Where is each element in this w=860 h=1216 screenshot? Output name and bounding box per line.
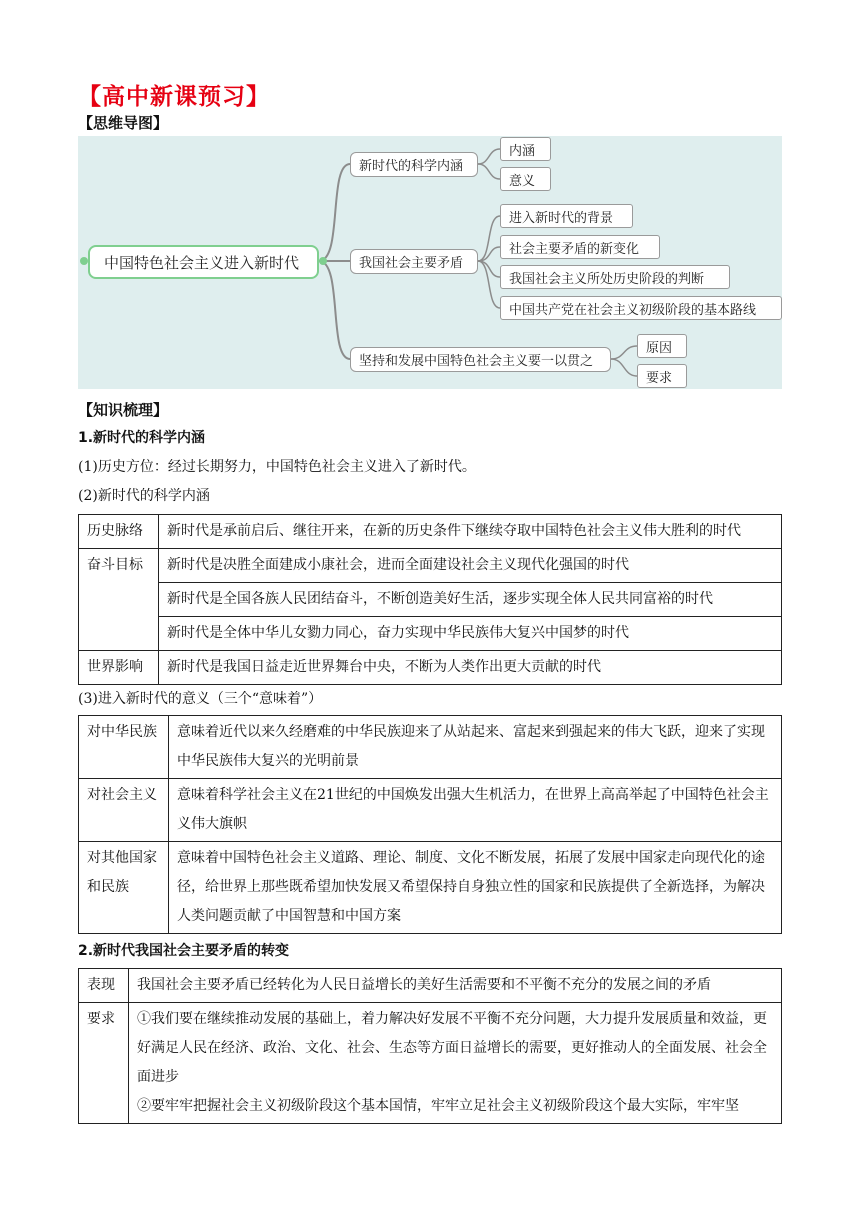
mindmap-branch-1: 新时代的科学内涵 [350, 152, 478, 177]
mindmap-branch-2: 我国社会主要矛盾 [350, 249, 478, 274]
table-row [79, 1003, 782, 1124]
table-row [79, 842, 782, 934]
table-row [79, 583, 782, 617]
knowledge-heading: 【知识梳理】 [78, 401, 169, 419]
mindmap-heading: 【思维导图】 [78, 114, 169, 132]
row-label: 历史脉络 [79, 515, 159, 549]
mind-map [78, 136, 782, 389]
page-title: 【高中新课预习】 [78, 84, 270, 110]
row-label: 奋斗目标 [79, 549, 159, 651]
contradiction-table [78, 968, 782, 1124]
row-label: 对其他国家和民族 [79, 842, 169, 934]
row-label: 世界影响 [79, 651, 159, 685]
row-content: 意味着近代以来久经磨难的中华民族迎来了从站起来、富起来到强起来的伟大飞跃，迎来了实现中华民族伟大复兴的光明前景 [169, 716, 782, 779]
table-row [79, 515, 782, 549]
row-content: 新时代是全国各族人民团结奋斗，不断创造美好生活，逐步实现全体人民共同富裕的时代 [159, 583, 782, 617]
mindmap-leaf: 我国社会主义所处历史阶段的判断 [500, 265, 730, 289]
mindmap-leaf: 内涵 [500, 137, 551, 161]
document-page [78, 82, 782, 1124]
mindmap-leaf: 原因 [637, 334, 687, 358]
row-content [129, 1003, 782, 1124]
row-label: 对中华民族 [79, 716, 169, 779]
row-label: 表现 [79, 969, 129, 1003]
paragraph: (3)进入新时代的意义（三个“意味着”） [78, 691, 323, 707]
mindmap-leaf: 意义 [500, 167, 551, 191]
paragraph: (2)新时代的科学内涵 [78, 488, 210, 504]
row-label: 对社会主义 [79, 779, 169, 842]
mindmap-leaf: 社会主要矛盾的新变化 [500, 235, 660, 259]
section-title: 1.新时代的科学内涵 [78, 430, 206, 446]
mindmap-root-node: 中国特色社会主义进入新时代 [88, 245, 319, 279]
table-row [79, 779, 782, 842]
mindmap-leaf: 进入新时代的背景 [500, 204, 633, 228]
mindmap-branch-3: 坚持和发展中国特色社会主义要一以贯之 [350, 347, 611, 372]
requirement-item: ②要牢牢把握社会主义初级阶段这个基本国情，牢牢立足社会主义初级阶段这个最大实际，牢牢坚 [137, 1098, 739, 1114]
row-content: 新时代是决胜全面建成小康社会，进而全面建设社会主义现代化强国的时代 [159, 549, 782, 583]
row-content: 新时代是我国日益走近世界舞台中央，不断为人类作出更大贡献的时代 [159, 651, 782, 685]
section-title: 2.新时代我国社会主要矛盾的转变 [78, 943, 290, 959]
mindmap-leaf: 中国共产党在社会主义初级阶段的基本路线 [500, 296, 782, 320]
mindmap-leaf: 要求 [637, 364, 687, 388]
table-row [79, 617, 782, 651]
requirement-item: ①我们要在继续推动发展的基础上，着力解决好发展不平衡不充分问题，大力提升发展质量和效益，更好满足人民在经济、政治、文化、社会、生态等方面日益增长的需要，更好推动人的全面发展、社会全面进步 [137, 1011, 767, 1085]
table-row [79, 549, 782, 583]
table-row [79, 716, 782, 779]
row-content: 意味着科学社会主义在21世纪的中国焕发出强大生机活力，在世界上高高举起了中国特色社会主义伟大旗帜 [169, 779, 782, 842]
table-row [79, 651, 782, 685]
meaning-table [78, 514, 782, 685]
paragraph: (1)历史方位：经过长期努力，中国特色社会主义进入了新时代。 [78, 459, 476, 475]
row-content: 新时代是全体中华儿女勠力同心，奋力实现中华民族伟大复兴中国梦的时代 [159, 617, 782, 651]
table-row [79, 969, 782, 1003]
significance-table [78, 715, 782, 934]
row-content: 意味着中国特色社会主义道路、理论、制度、文化不断发展，拓展了发展中国家走向现代化的途径，给世界上那些既希望加快发展又希望保持自身独立性的国家和民族提供了全新选择，为解决人类问题贡献了中国智慧和中国方案 [169, 842, 782, 934]
row-label: 要求 [79, 1003, 129, 1124]
row-content: 我国社会主要矛盾已经转化为人民日益增长的美好生活需要和不平衡不充分的发展之间的矛盾 [129, 969, 782, 1003]
row-content: 新时代是承前启后、继往开来，在新的历史条件下继续夺取中国特色社会主义伟大胜利的时代 [159, 515, 782, 549]
